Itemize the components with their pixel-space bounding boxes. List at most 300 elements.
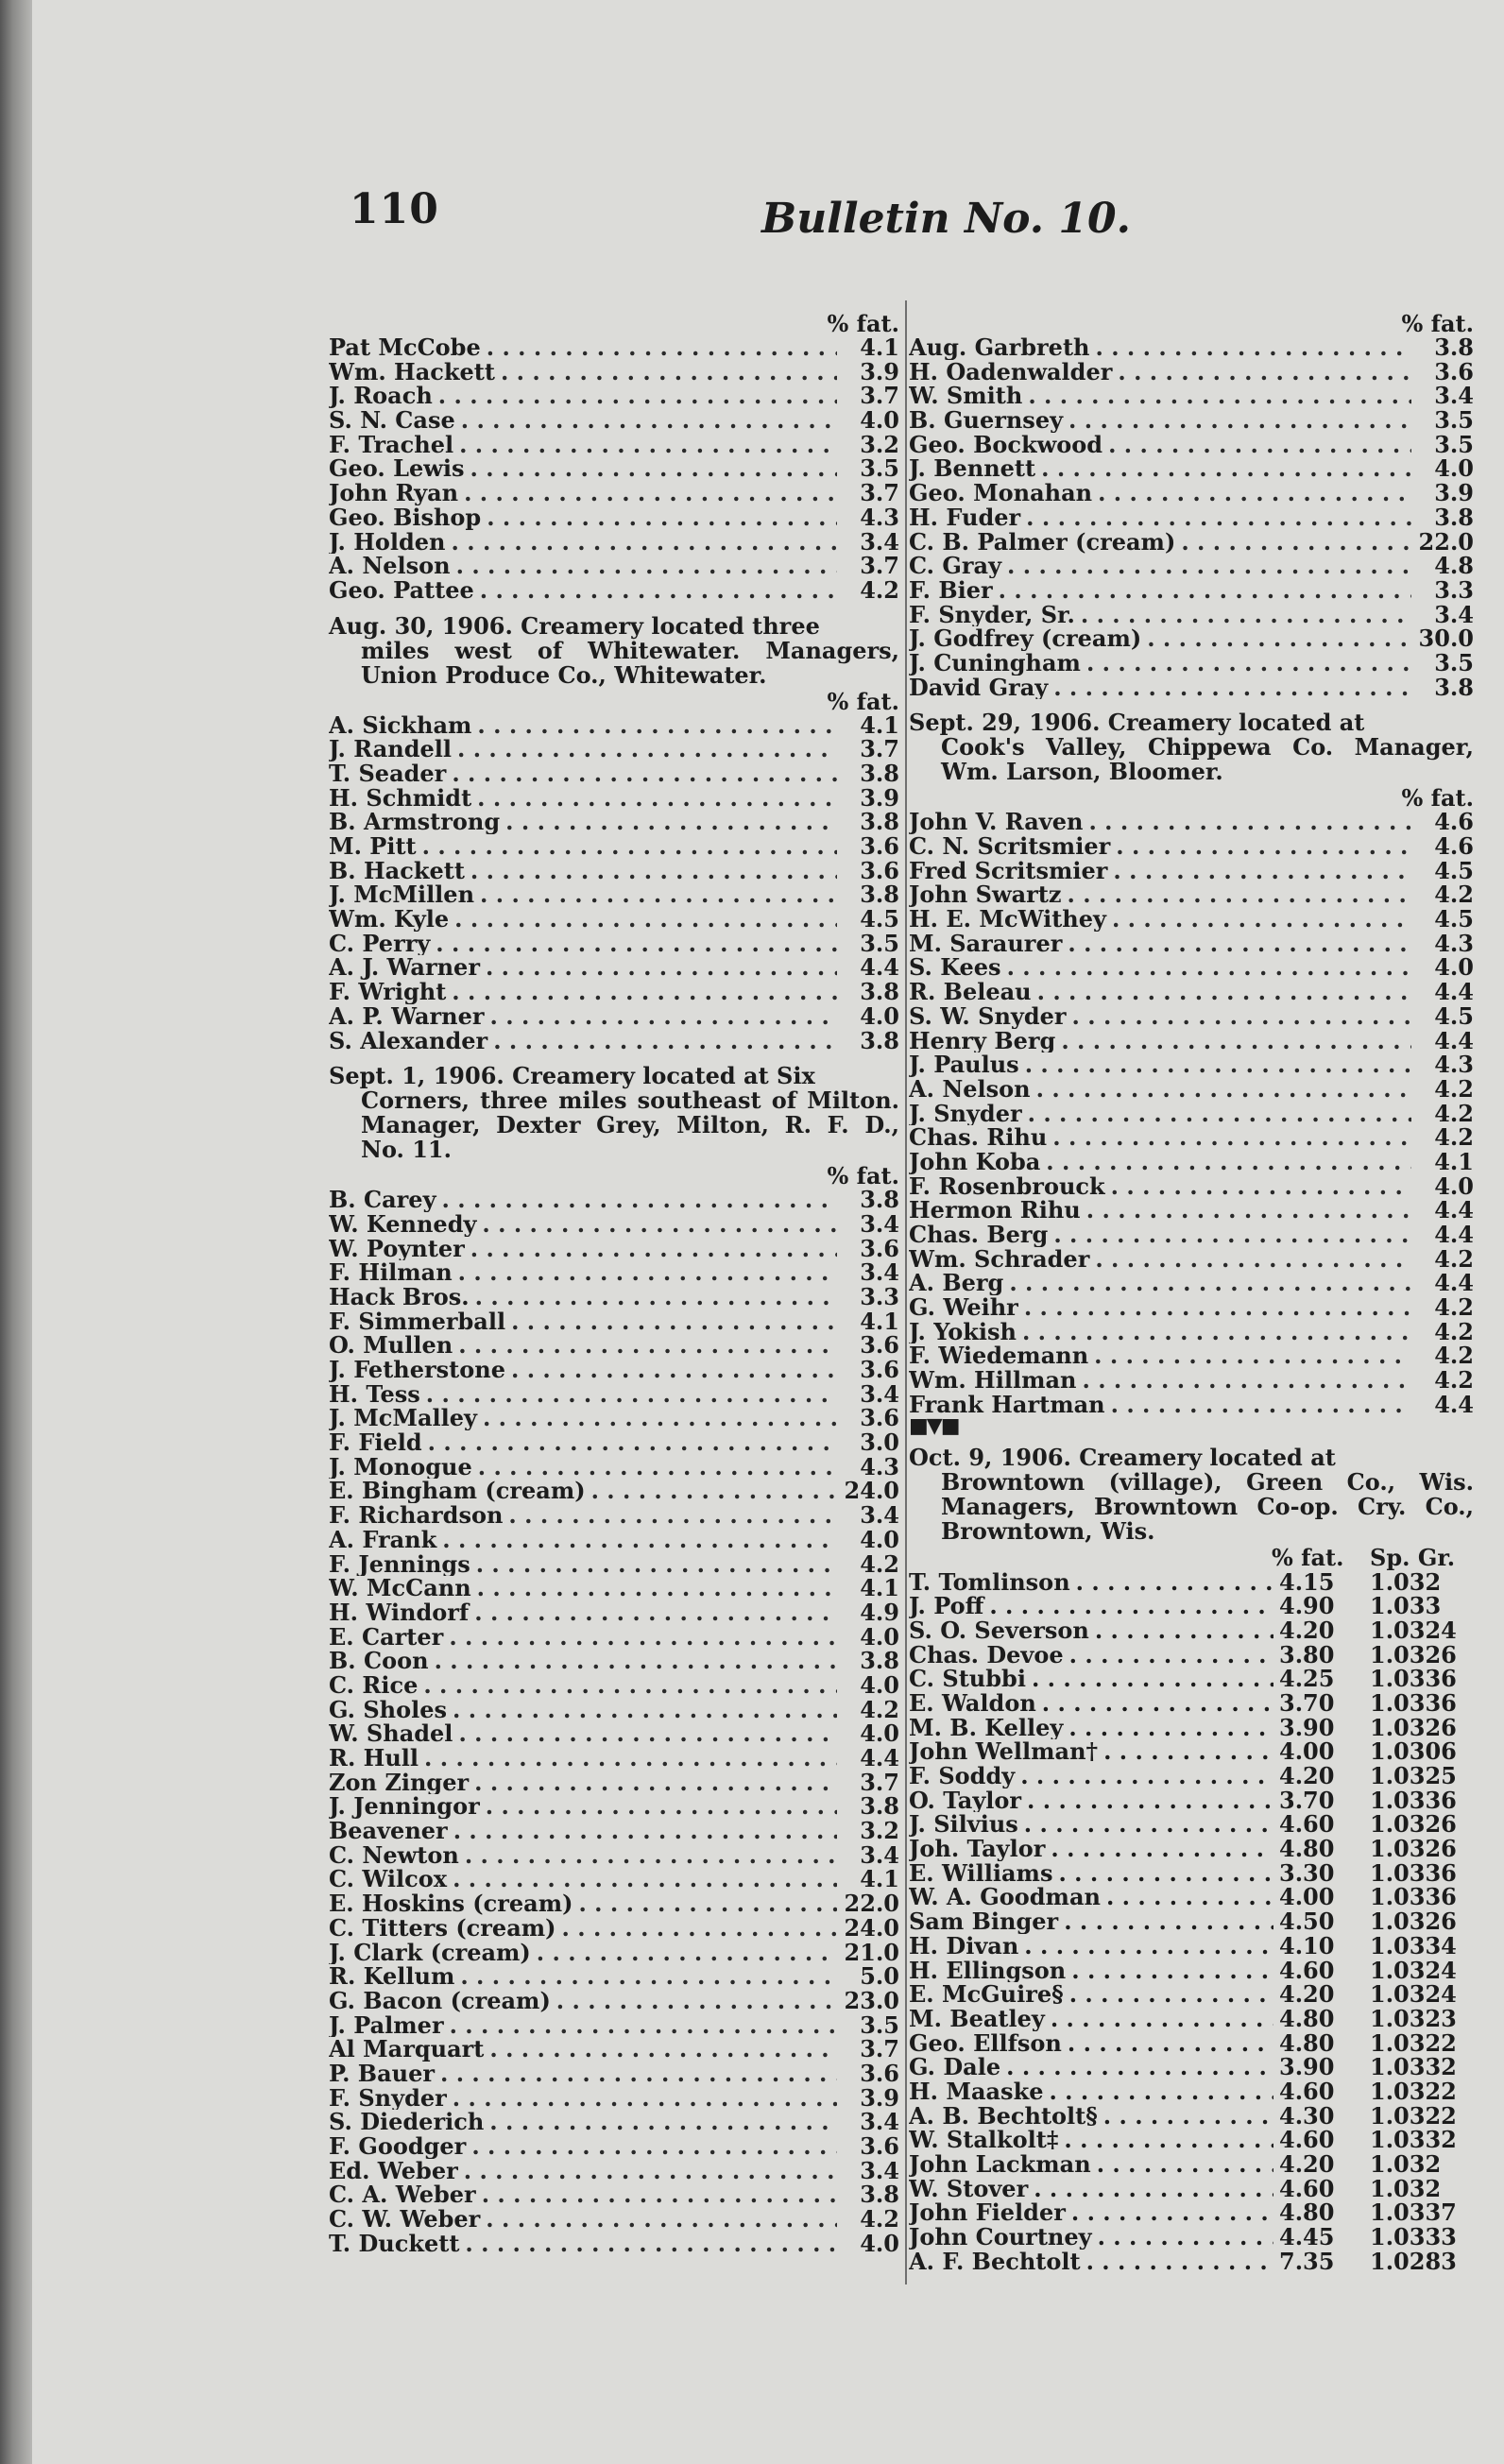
specific-gravity: 1.0326 bbox=[1370, 1812, 1457, 1838]
dot-leader bbox=[1118, 360, 1411, 385]
dot-leader bbox=[486, 2207, 837, 2232]
dot-leader bbox=[1103, 2104, 1273, 2129]
patron-name: F. Trachel bbox=[329, 432, 454, 457]
patron-name: M. Beatley bbox=[909, 2006, 1045, 2031]
dot-leader bbox=[1042, 1691, 1273, 1716]
dot-leader bbox=[501, 360, 837, 385]
test-row bbox=[909, 1223, 1474, 1247]
right-column bbox=[909, 312, 1474, 2273]
fat-percent: 4.2 bbox=[860, 1551, 899, 1577]
patron-name: J. Cuningham bbox=[909, 650, 1081, 676]
creamery-section-heading bbox=[329, 1064, 899, 1162]
fat-percent: 4.0 bbox=[860, 1672, 899, 1698]
patron-name: F. Soddy bbox=[909, 1764, 1016, 1788]
patron-name: F. Simmerball bbox=[329, 1309, 506, 1334]
fat-percent: 4.0 bbox=[860, 1527, 899, 1552]
patron-name: S. Alexander bbox=[329, 1028, 488, 1053]
creamery-section-heading bbox=[329, 611, 899, 689]
test-row bbox=[909, 603, 1474, 627]
dot-leader bbox=[471, 2134, 837, 2159]
patron-name: J. Roach bbox=[329, 384, 433, 409]
test-row bbox=[909, 1667, 1474, 1691]
dot-leader bbox=[1069, 1982, 1273, 2007]
dot-leader bbox=[1024, 1934, 1273, 1959]
fat-percent: 3.6 bbox=[860, 858, 899, 883]
patron-name: F. Field bbox=[329, 1430, 422, 1455]
patron-name: C. Wilcox bbox=[329, 1867, 448, 1892]
test-row bbox=[329, 1212, 899, 1237]
test-row bbox=[909, 1643, 1474, 1668]
dot-leader bbox=[1113, 859, 1411, 883]
test-row bbox=[909, 2055, 1474, 2079]
patron-name: John Lackman bbox=[909, 2152, 1091, 2177]
fat-percent: 3.5 bbox=[1434, 432, 1474, 457]
test-row bbox=[329, 456, 899, 481]
test-table-header bbox=[909, 1543, 1474, 1571]
dot-leader bbox=[470, 1237, 837, 1261]
specific-gravity: 1.0306 bbox=[1370, 1739, 1457, 1764]
test-row bbox=[329, 1746, 899, 1771]
patron-name: C. W. Weber bbox=[329, 2207, 481, 2232]
book-binding-shadow bbox=[0, 0, 32, 2464]
dot-leader bbox=[1112, 907, 1411, 932]
fat-percent: 3.4 bbox=[1434, 384, 1474, 409]
dot-leader bbox=[1068, 2031, 1273, 2056]
test-row bbox=[909, 2200, 1474, 2225]
patron-name: B. Coon bbox=[329, 1649, 429, 1673]
fat-percent: 3.70 bbox=[1279, 1690, 1335, 1716]
dot-leader bbox=[1036, 1077, 1411, 1102]
patron-name: M. Pitt bbox=[329, 834, 417, 859]
fat-percent: 3.4 bbox=[860, 1381, 899, 1407]
test-row bbox=[909, 1959, 1474, 1983]
patron-name: Al Marquart bbox=[329, 2037, 485, 2062]
dot-leader bbox=[1111, 1393, 1411, 1417]
patron-name: W. Kennedy bbox=[329, 1211, 477, 1237]
test-row bbox=[909, 859, 1474, 883]
dot-leader bbox=[1007, 955, 1411, 980]
dot-leader bbox=[1098, 481, 1411, 505]
dot-leader bbox=[426, 1382, 837, 1407]
test-row bbox=[329, 1771, 899, 1795]
specific-gravity: 1.0326 bbox=[1370, 1642, 1457, 1668]
dot-leader bbox=[1116, 834, 1411, 859]
test-row bbox=[909, 335, 1474, 360]
dot-leader bbox=[493, 1029, 837, 1053]
test-row bbox=[909, 2031, 1474, 2056]
patron-name: J. Holden bbox=[329, 529, 446, 555]
fat-percent: 4.80 bbox=[1279, 1837, 1335, 1861]
dot-leader bbox=[478, 1455, 837, 1480]
fat-percent: 3.30 bbox=[1279, 1860, 1335, 1886]
fat-percent: 3.7 bbox=[860, 2037, 899, 2062]
patron-name: John Ryan bbox=[329, 481, 459, 505]
dot-leader bbox=[591, 1479, 837, 1503]
test-row bbox=[329, 2182, 899, 2207]
fat-percent: 4.1 bbox=[860, 1867, 899, 1892]
patron-name: J. Silvius bbox=[909, 1812, 1018, 1838]
fat-percent: 3.4 bbox=[860, 2110, 899, 2134]
fat-percent: 3.6 bbox=[860, 2061, 899, 2086]
patron-name: C. Rice bbox=[329, 1672, 419, 1698]
patron-name: S. Diederich bbox=[329, 2110, 485, 2134]
fat-percent: 4.4 bbox=[860, 1746, 899, 1771]
dot-leader bbox=[1081, 603, 1411, 627]
dot-leader bbox=[423, 1673, 837, 1698]
patron-name: H. Windorf bbox=[329, 1600, 470, 1625]
test-row bbox=[909, 907, 1474, 932]
heading-continuation: miles west of Whitewater. Managers, Union Produce Co., Whitewater. bbox=[361, 636, 899, 689]
test-row bbox=[329, 1867, 899, 1891]
dot-leader bbox=[1024, 1295, 1411, 1320]
fat-percent: 4.10 bbox=[1279, 1933, 1335, 1959]
creamery-section-heading bbox=[909, 1443, 1474, 1545]
fat-percent: 4.5 bbox=[1434, 1003, 1474, 1029]
fat-percent: 3.5 bbox=[1434, 408, 1474, 433]
patron-name: Geo. Ellfson bbox=[909, 2030, 1062, 2056]
test-row bbox=[329, 1891, 899, 1916]
test-row bbox=[329, 713, 899, 738]
heading-first-line: Sept. 29, 1906. Creamery located at bbox=[909, 709, 1365, 737]
fat-percent: 3.4 bbox=[860, 529, 899, 555]
patron-name: Sam Binger bbox=[909, 1909, 1059, 1934]
dot-leader bbox=[1072, 1004, 1411, 1029]
dot-leader bbox=[474, 1771, 837, 1795]
fat-percent: 4.90 bbox=[1279, 1594, 1335, 1618]
dot-leader bbox=[449, 1625, 837, 1650]
test-row bbox=[329, 1916, 899, 1941]
test-row bbox=[329, 2062, 899, 2086]
test-row bbox=[329, 2232, 899, 2256]
dot-leader bbox=[1103, 1739, 1273, 1764]
patron-name: R. Hull bbox=[329, 1746, 419, 1771]
test-row bbox=[909, 1393, 1474, 1417]
dot-leader bbox=[480, 578, 837, 603]
patron-name: Geo. Bockwood bbox=[909, 432, 1103, 457]
fat-percent: 4.2 bbox=[1434, 882, 1474, 908]
dot-leader bbox=[1095, 335, 1411, 360]
specific-gravity: 1.0337 bbox=[1370, 2200, 1457, 2226]
patron-name: F. Rosenbrouck bbox=[909, 1173, 1105, 1199]
patron-name: Aug. Garbreth bbox=[909, 335, 1090, 360]
dot-leader bbox=[1025, 1052, 1411, 1077]
patron-name: C. B. Palmer (cream) bbox=[909, 529, 1176, 555]
fat-percent: 4.1 bbox=[860, 712, 899, 738]
patron-name: F. Wright bbox=[329, 980, 447, 1004]
dot-leader bbox=[458, 1721, 837, 1746]
patron-name: T. Tomlinson bbox=[909, 1569, 1070, 1595]
dot-leader bbox=[460, 1964, 837, 1989]
test-row bbox=[329, 1004, 899, 1029]
patron-name: C. N. Scritsmier bbox=[909, 834, 1111, 859]
patron-name: J. McMillen bbox=[329, 882, 475, 908]
dot-leader bbox=[578, 1891, 837, 1916]
dot-leader bbox=[428, 1430, 837, 1455]
fat-percent: 3.5 bbox=[860, 456, 899, 482]
patron-name: Wm. Hackett bbox=[329, 359, 495, 385]
patron-name: A. Nelson bbox=[329, 554, 451, 578]
specific-gravity: 1.0332 bbox=[1370, 2055, 1457, 2079]
heading-first-line: Aug. 30, 1906. Creamery located three bbox=[329, 611, 820, 640]
fat-percent: 3.9 bbox=[860, 2085, 899, 2111]
test-row bbox=[909, 1739, 1474, 1764]
test-row bbox=[909, 1174, 1474, 1199]
heading-continuation: Cook's Valley, Chippewa Co. Manager, Wm. Larson, Bloomer. bbox=[941, 733, 1474, 786]
test-row bbox=[329, 980, 899, 1004]
fat-percent: 3.0 bbox=[860, 1430, 899, 1455]
patron-name: W. A. Goodman bbox=[909, 1885, 1101, 1910]
test-row bbox=[909, 1812, 1474, 1837]
patron-name: J. Poff bbox=[909, 1594, 984, 1618]
test-row bbox=[329, 907, 899, 932]
test-row bbox=[329, 408, 899, 433]
patron-name: W. Poynter bbox=[329, 1236, 465, 1261]
fat-percent: 3.4 bbox=[860, 2158, 899, 2183]
fat-percent: 4.9 bbox=[860, 1600, 899, 1625]
dot-leader bbox=[424, 1746, 837, 1771]
patron-name: John Fielder bbox=[909, 2200, 1066, 2226]
fat-column-header: % fat. bbox=[1401, 784, 1474, 813]
dot-leader bbox=[508, 1503, 837, 1528]
patron-name: David Gray bbox=[909, 675, 1049, 700]
fat-percent: 3.6 bbox=[860, 1358, 899, 1382]
fat-percent: 3.90 bbox=[1279, 1715, 1335, 1740]
patron-name: J. Fetherstone bbox=[329, 1358, 505, 1382]
patron-name: J. Clark (cream) bbox=[329, 1940, 531, 1965]
patron-name: B. Carey bbox=[329, 1188, 436, 1212]
fat-percent: 3.70 bbox=[1279, 1788, 1335, 1813]
patron-name: B. Armstrong bbox=[329, 810, 501, 834]
test-row bbox=[909, 834, 1474, 859]
dot-leader bbox=[435, 1649, 837, 1673]
test-row bbox=[909, 408, 1474, 433]
dot-leader bbox=[1022, 1320, 1411, 1344]
fat-percent: 3.5 bbox=[860, 2012, 899, 2038]
fat-percent: 4.0 bbox=[1434, 456, 1474, 482]
test-row bbox=[909, 1861, 1474, 1886]
fat-percent: 4.1 bbox=[1434, 1149, 1474, 1174]
patron-name: E. Hoskins (cream) bbox=[329, 1891, 573, 1916]
specific-gravity: 1.0336 bbox=[1370, 1788, 1457, 1813]
fat-percent: 4.2 bbox=[1434, 1368, 1474, 1393]
patron-name: Wm. Schrader bbox=[909, 1246, 1090, 1272]
fat-percent: 4.60 bbox=[1279, 1958, 1335, 1983]
dot-leader bbox=[453, 1698, 837, 1722]
test-row bbox=[909, 1247, 1474, 1272]
dot-leader bbox=[464, 2159, 837, 2183]
specific-gravity: 1.0336 bbox=[1370, 1860, 1457, 1886]
test-row bbox=[329, 1285, 899, 1309]
test-row bbox=[329, 1698, 899, 1722]
fat-percent: 4.60 bbox=[1279, 2176, 1335, 2201]
dot-leader bbox=[453, 1819, 837, 1843]
dot-leader bbox=[440, 2062, 837, 2086]
patron-name: W. Smith bbox=[909, 384, 1023, 409]
fat-percent: 3.7 bbox=[860, 384, 899, 409]
test-row bbox=[329, 1237, 899, 1261]
fat-percent: 3.3 bbox=[860, 1284, 899, 1309]
fat-percent: 4.60 bbox=[1279, 2128, 1335, 2152]
dot-leader bbox=[454, 907, 837, 932]
patron-name: H. Maaske bbox=[909, 2079, 1044, 2104]
test-row bbox=[909, 1077, 1474, 1102]
fat-percent: 3.8 bbox=[860, 1649, 899, 1673]
patron-name: A. J. Warner bbox=[329, 955, 480, 981]
dot-leader bbox=[1028, 384, 1411, 408]
dot-leader bbox=[459, 433, 837, 457]
dot-leader bbox=[1009, 1271, 1411, 1295]
dot-leader bbox=[1053, 676, 1411, 700]
fat-percent: 3.90 bbox=[1279, 2055, 1335, 2079]
test-row bbox=[909, 1909, 1474, 1934]
patron-name: W. Stover bbox=[909, 2176, 1029, 2201]
patron-name: John Wellman† bbox=[909, 1739, 1099, 1764]
dot-leader bbox=[1069, 1643, 1273, 1668]
test-row bbox=[909, 384, 1474, 408]
specific-gravity: 1.0326 bbox=[1370, 1715, 1457, 1740]
test-row bbox=[909, 2007, 1474, 2031]
dot-leader bbox=[477, 1576, 837, 1600]
test-row bbox=[909, 882, 1474, 907]
test-row bbox=[329, 481, 899, 505]
fat-percent: 4.25 bbox=[1279, 1667, 1335, 1691]
dot-leader bbox=[489, 2110, 837, 2134]
specific-gravity: 1.0336 bbox=[1370, 1690, 1457, 1716]
specific-gravity: 1.0336 bbox=[1370, 1885, 1457, 1910]
fat-percent: 4.2 bbox=[860, 577, 899, 603]
test-row bbox=[329, 2086, 899, 2111]
test-row bbox=[329, 1721, 899, 1746]
patron-name: C. A. Weber bbox=[329, 2182, 476, 2208]
dot-leader bbox=[1051, 1837, 1273, 1861]
specific-gravity: 1.0336 bbox=[1370, 1667, 1457, 1691]
specific-gravity: 1.0283 bbox=[1370, 2249, 1457, 2274]
test-row bbox=[329, 859, 899, 883]
dot-leader bbox=[1147, 626, 1411, 651]
specific-gravity: 1.0326 bbox=[1370, 1909, 1457, 1934]
fat-percent: 3.6 bbox=[860, 834, 899, 859]
dot-leader bbox=[1028, 1102, 1411, 1126]
dot-leader bbox=[989, 1594, 1273, 1618]
dot-leader bbox=[1068, 882, 1411, 907]
dot-leader bbox=[1071, 1959, 1273, 1983]
fat-percent: 3.4 bbox=[860, 1211, 899, 1237]
patron-name: J. Paulus bbox=[909, 1052, 1019, 1077]
fat-percent: 3.8 bbox=[860, 1794, 899, 1820]
test-row bbox=[329, 1600, 899, 1625]
fat-percent: 3.8 bbox=[1434, 675, 1474, 700]
patron-name: W. Shadel bbox=[329, 1721, 453, 1746]
fat-column-header: % fat. bbox=[827, 687, 899, 715]
patron-name: G. Weihr bbox=[909, 1295, 1018, 1320]
specific-gravity: 1.0332 bbox=[1370, 2128, 1457, 2152]
dot-leader bbox=[1086, 651, 1411, 676]
test-row bbox=[909, 1004, 1474, 1029]
specific-gravity: 1.0324 bbox=[1370, 1617, 1457, 1643]
patron-name: F. Richardson bbox=[329, 1503, 504, 1528]
patron-name: Chas. Berg bbox=[909, 1223, 1049, 1247]
fat-percent: 4.1 bbox=[860, 1309, 899, 1334]
dot-leader bbox=[474, 1600, 837, 1625]
dot-leader bbox=[999, 578, 1411, 603]
fat-percent: 4.4 bbox=[1434, 980, 1474, 1004]
dot-leader bbox=[1032, 1667, 1273, 1691]
dot-leader bbox=[475, 1285, 837, 1309]
patron-name: J. Bennett bbox=[909, 456, 1036, 482]
fat-percent: 4.4 bbox=[1434, 1271, 1474, 1296]
patron-name: A. P. Warner bbox=[329, 1003, 485, 1029]
patron-name: John Swartz bbox=[909, 882, 1062, 908]
test-row bbox=[909, 1691, 1474, 1716]
dot-leader bbox=[1037, 980, 1411, 1004]
fat-percent: 3.6 bbox=[860, 2134, 899, 2159]
fat-percent: 4.2 bbox=[860, 1697, 899, 1722]
fat-percent: 4.0 bbox=[860, 408, 899, 433]
fat-percent: 4.2 bbox=[1434, 1295, 1474, 1320]
test-row bbox=[909, 955, 1474, 980]
test-row bbox=[909, 530, 1474, 555]
test-row bbox=[329, 2013, 899, 2038]
dot-leader bbox=[1064, 2128, 1273, 2152]
patron-name: M. Saraurer bbox=[909, 931, 1063, 956]
test-row bbox=[329, 2207, 899, 2232]
test-row bbox=[329, 335, 899, 360]
fat-percent: 3.8 bbox=[860, 980, 899, 1004]
fat-percent: 3.6 bbox=[1434, 359, 1474, 385]
dot-leader bbox=[511, 1309, 837, 1334]
test-row bbox=[329, 433, 899, 457]
test-row bbox=[329, 1430, 899, 1455]
fat-percent: 4.2 bbox=[1434, 1101, 1474, 1126]
fat-percent: 3.4 bbox=[860, 1503, 899, 1528]
patron-name: John Koba bbox=[909, 1149, 1041, 1174]
fat-percent: 4.80 bbox=[1279, 2030, 1335, 2056]
dot-leader bbox=[482, 1212, 837, 1237]
patron-name: E. McGuire§ bbox=[909, 1982, 1064, 2007]
dot-leader bbox=[1007, 554, 1411, 578]
specific-gravity: 1.0322 bbox=[1370, 2030, 1457, 2056]
patron-name: F. Jennings bbox=[329, 1551, 470, 1577]
fat-percent: 4.5 bbox=[1434, 858, 1474, 883]
dot-leader bbox=[1098, 2225, 1273, 2250]
fat-percent: 4.0 bbox=[860, 1721, 899, 1746]
dot-leader bbox=[465, 2232, 837, 2256]
specific-gravity: 1.032 bbox=[1370, 1569, 1442, 1595]
dot-leader bbox=[452, 761, 837, 786]
test-row bbox=[909, 1788, 1474, 1813]
fat-percent: 22.0 bbox=[1418, 529, 1474, 555]
test-row bbox=[329, 1309, 899, 1334]
column-divider bbox=[905, 300, 907, 2284]
test-row bbox=[329, 1941, 899, 1965]
fat-percent: 3.3 bbox=[1434, 577, 1474, 603]
test-row bbox=[329, 1260, 899, 1285]
test-row bbox=[909, 433, 1474, 457]
fat-percent: 3.8 bbox=[860, 2182, 899, 2208]
test-row bbox=[329, 1576, 899, 1600]
test-row bbox=[909, 2250, 1474, 2274]
dot-leader bbox=[442, 1528, 837, 1552]
dot-leader bbox=[1097, 2152, 1273, 2177]
dot-leader bbox=[483, 1406, 837, 1430]
test-row bbox=[329, 2037, 899, 2062]
patron-name: Pat McCobe bbox=[329, 335, 481, 360]
dot-leader bbox=[476, 1552, 837, 1577]
dot-leader bbox=[489, 2037, 837, 2062]
patron-name: Geo. Lewis bbox=[329, 456, 465, 482]
patron-name: P. Bauer bbox=[329, 2061, 435, 2086]
fat-percent: 4.6 bbox=[1434, 810, 1474, 834]
